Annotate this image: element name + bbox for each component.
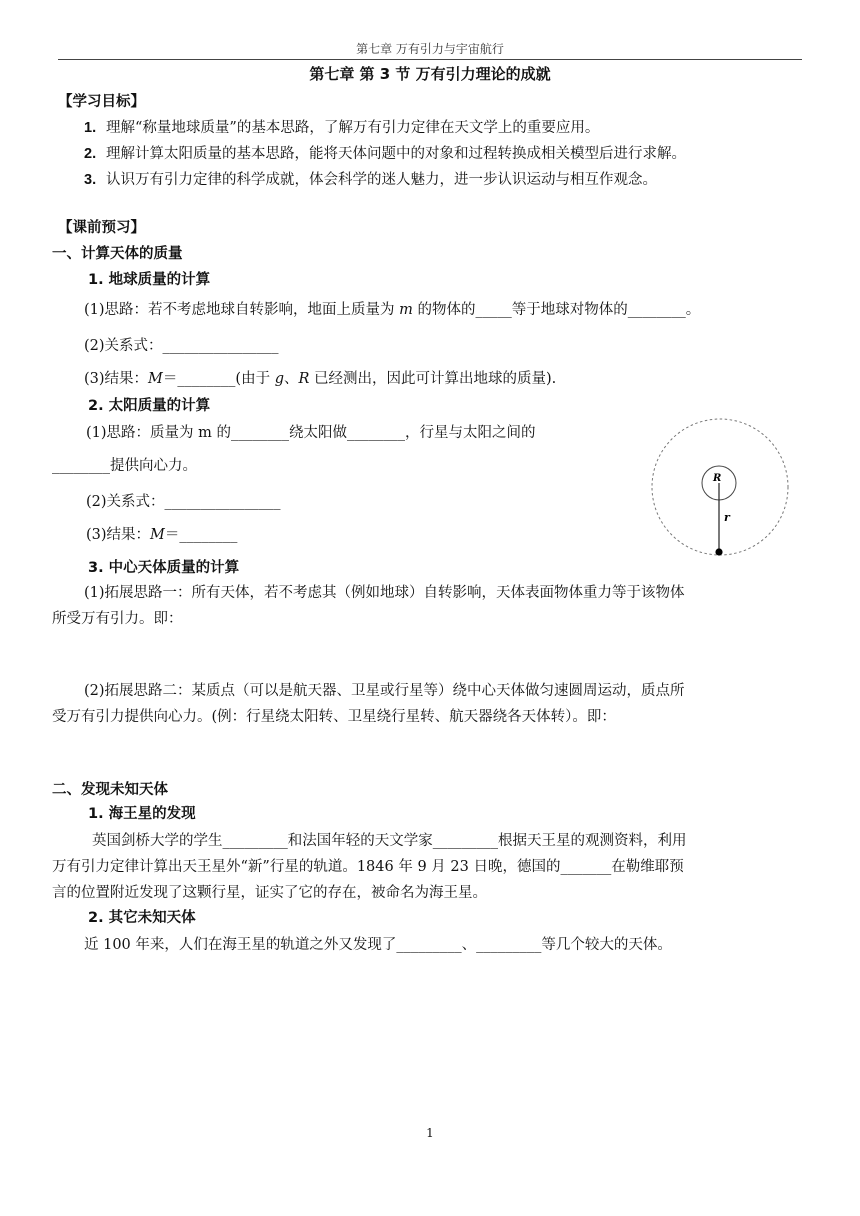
orbiting-body — [715, 548, 722, 555]
var-R: R — [298, 371, 310, 387]
part1-heading: 一、计算天体的质量 — [52, 246, 183, 262]
earth-mass-heading: 1. 地球质量的计算 — [88, 272, 211, 288]
objective-text: 理解“称量地球质量”的基本思路，了解万有引力定律在天文学上的重要应用。 — [106, 120, 600, 136]
objective-number: 3. — [84, 172, 97, 188]
header-rule — [58, 59, 802, 60]
sun-relation-line: (2)关系式：________________ — [86, 494, 281, 510]
var-M: M — [148, 371, 163, 387]
central-idea1-line: (1)拓展思路一：所有天体，若不考虑其（例如地球）自转影响，天体表面物体重力等于该物体 — [84, 585, 685, 601]
central-idea1-line-cont: 所受万有引力。即： — [52, 611, 183, 627]
central-idea2-line-cont: 受万有引力提供向心力。(例：行星绕太阳转、卫星绕行星转、航天器绕各天体转）。即： — [52, 709, 616, 725]
central-mass-heading: 3. 中心天体质量的计算 — [88, 560, 240, 576]
objective-item-1 — [84, 118, 599, 138]
text: ＝________(由于 — [162, 371, 275, 387]
sun-idea-line-cont: ________提供向心力。 — [52, 458, 197, 474]
neptune-line-2: 万有引力定律计算出天王星外“新”行星的轨道。1846 年 9 月 23 日晚，德国的_______在勒维耶预 — [52, 859, 684, 875]
text: (3)结果： — [84, 371, 149, 387]
objective-text: 理解计算太阳质量的基本思路，能将天体问题中的对象和过程转换成相关模型后进行求解。 — [106, 146, 686, 162]
neptune-heading: 1. 海王星的发现 — [88, 806, 196, 822]
objectives-heading: 【学习目标】 — [58, 94, 145, 110]
preview-heading: 【课前预习】 — [58, 220, 145, 236]
text: (3)结果： — [86, 527, 151, 543]
central-idea2-line: (2)拓展思路二：某质点（可以是航天器、卫星或行星等）绕中心天体做匀速圆周运动，质点所 — [84, 683, 685, 699]
text: 的物体的_____等于地球对物体的________。 — [412, 302, 701, 318]
sun-mass-heading: 2. 太阳质量的计算 — [88, 398, 211, 414]
label-r: r — [724, 511, 730, 524]
page-number: 1 — [426, 1126, 434, 1140]
page-title: 第七章 第 3 节 万有引力理论的成就 — [309, 65, 551, 83]
text: 、 — [283, 371, 299, 387]
label-R: R — [713, 473, 722, 484]
running-header: 第七章 万有引力与宇宙航行 — [356, 42, 504, 56]
earth-result-line — [84, 369, 556, 389]
text: 已经测出，因此可计算出地球的质量). — [309, 371, 557, 387]
objective-number: 1. — [84, 120, 97, 136]
earth-relation-line: (2)关系式：________________ — [84, 338, 279, 354]
earth-idea-line — [84, 300, 700, 320]
var-m: m — [399, 302, 413, 318]
neptune-line-3: 言的位置附近发现了这颗行星，证实了它的存在，被命名为海王星。 — [52, 885, 487, 901]
objective-item-3 — [84, 170, 657, 190]
other-bodies-heading: 2. 其它未知天体 — [88, 910, 196, 926]
var-M: M — [150, 527, 165, 543]
objective-number: 2. — [84, 146, 97, 162]
part2-heading: 二、发现未知天体 — [52, 782, 168, 798]
sun-result-line — [86, 525, 237, 545]
text: ＝________ — [164, 527, 238, 543]
text: (1)思路：若不考虑地球自转影响，地面上质量为 — [84, 302, 400, 318]
sun-idea-line: (1)思路：质量为 m 的________绕太阳做________，行星与太阳之间的 — [86, 425, 536, 441]
other-bodies-line: 近 100 年来，人们在海王星的轨道之外又发现了_________、_________等几个较大的天体。 — [84, 937, 672, 953]
orbit-circle — [652, 419, 788, 555]
neptune-line-1: 英国剑桥大学的学生_________和法国年轻的天文学家_________根据天王星的观测资料，利用 — [92, 833, 687, 849]
var-g: g — [274, 371, 284, 387]
orbit-diagram — [648, 415, 794, 561]
objective-text: 认识万有引力定律的科学成就，体会科学的迷人魅力，进一步认识运动与相互作观念。 — [106, 172, 657, 188]
objective-item-2 — [84, 144, 686, 164]
